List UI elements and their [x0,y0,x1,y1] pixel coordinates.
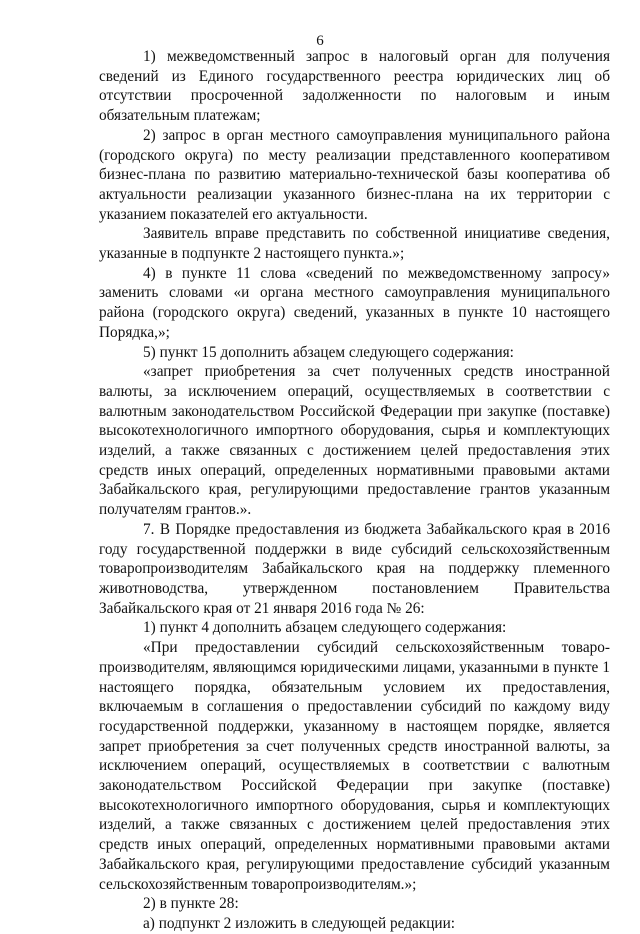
document-body [99,47,610,934]
paragraph-section-7-breeding-subsidies: 7. В Порядке предоставления из бюджета Забайкальского края в 2016 году государственной поддержки в виде субсидий сельскохозяйственным товаропроизводителям Забайкальского края на поддержку племенного животноводства, утвержденном постановлением Правительства Забайкальского края от 21 января 2016 года № 26: [99,520,610,617]
paragraph-item-5-clause-15: 5) пункт 15 дополнить абзацем следующего содержания: [143,343,514,361]
page-number: 6 [316,33,324,49]
paragraph-applicant-right: Заявитель вправе представить по собственной инициативе сведения, указанные в подпункте 2 настоящего пункта.»; [99,225,610,263]
paragraph-request-local-government: 2) запрос в орган местного самоуправления муниципального района (городского округа) по месту реализации представленного кооперативом бизнес-плана по развитию материально-технической базы кооператива об актуальности реализации указанного бизнес-плана на их территории с указанием показателей его актуальности. [99,126,610,223]
paragraph-interagency-request-tax: 1) межведомственный запрос в налоговый орган для получения сведений из Единого государственного реестра юридических лиц об отсутствии просроченной задолженности по налоговым и иным обязательным платежам; [99,48,610,125]
paragraph-currency-ban-subsidies: «При предоставлении субсидий сельскохозяйственным товаро-производителям, являющимся юридическими лицами, указанными в пункте 1 настоящего порядка, обязательным условием их предоставления, включаемым в соглашения о предоставлении субсидий по каждому виду государственной поддержки, указанному в настоящем порядке, является запрет приобретения за счет полученных средств иностранной валюты, за исключением операций, осуществляемых в соответствии с валютным законодательством Российской Федерации при закупке (поставке) высокотехнологичного импортного оборудования, сырья и комплектующих изделий, а также связанных с достижением целей предоставления этих средств иных операций, определенных нормативными правовыми актами Забайкальского края, регулирующими предоставление субсидий указанным сельскохозяйственным товаропроизводителям.»; [99,639,610,893]
paragraph-item-1-clause-4: 1) пункт 4 дополнить абзацем следующего содержания: [143,619,507,637]
paragraph-currency-ban-grants: «запрет приобретения за счет полученных средств иностранной валюты, за исключением операций, осуществляемых в соответствии с валютным законодательством Российской Федерации при закупке (поставке) высокотехнологичного импортного оборудования, сырья и комплектующих изделий, а также связанных с достижением целей предоставления этих средств иных операций, определенных нормативными правовыми актами Забайкальского края, регулирующими предоставление грантов указанным получателям грантов.». [99,363,610,519]
paragraph-item-4-clause-11: 4) в пункте 11 слова «сведений по межведомственному запросу» заменить словами «и органа местного самоуправления муниципального района (городского округа) сведений, указанных в пункте 10 настоящего Порядка,»; [99,264,610,341]
paragraph-subitem-a: а) подпункт 2 изложить в следующей редакции: [143,914,456,932]
paragraph-item-2-clause-28: 2) в пункте 28: [143,895,239,913]
